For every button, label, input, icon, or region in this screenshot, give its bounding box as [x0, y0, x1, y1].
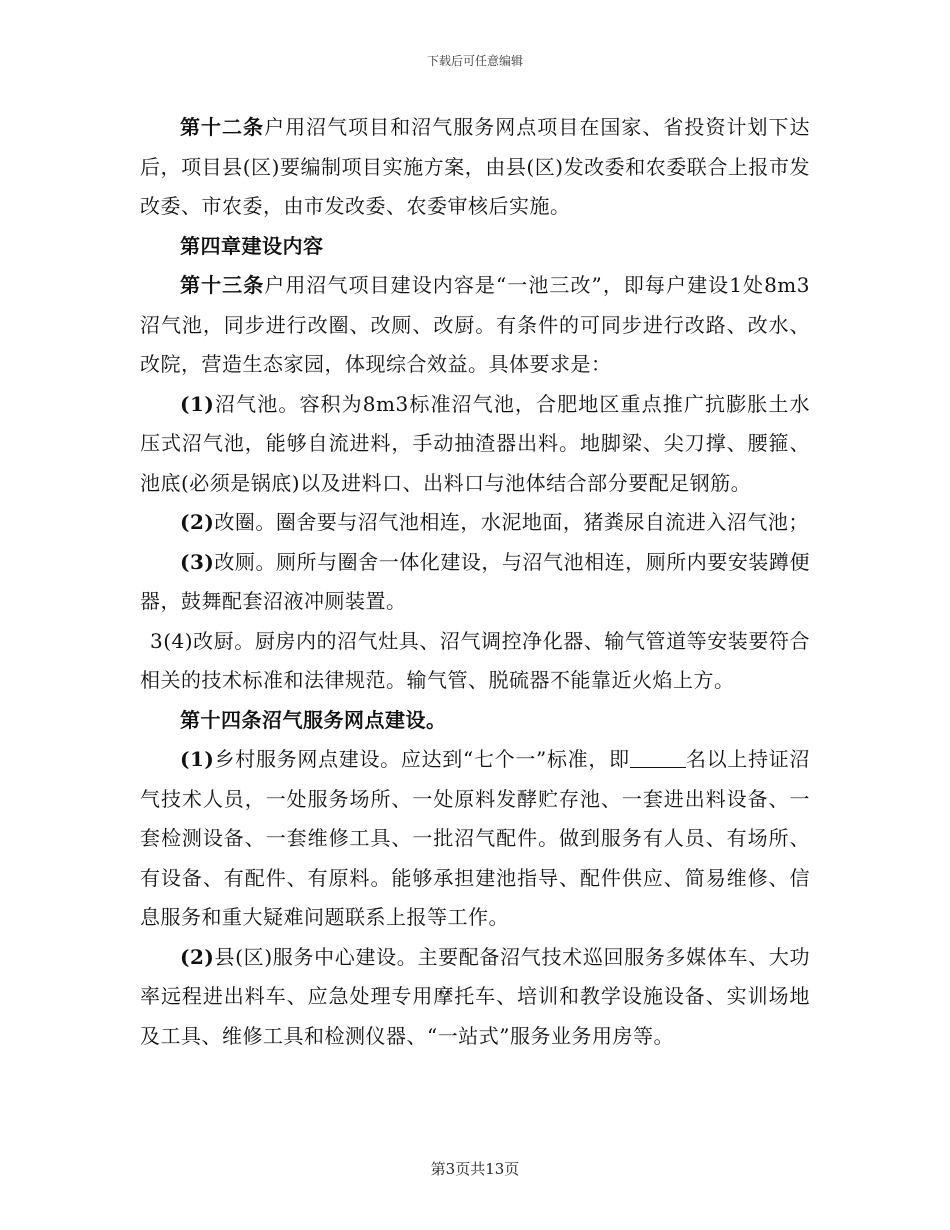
item-3-number: (3) — [180, 549, 215, 574]
page-header: 下载后可任意编辑 — [426, 54, 523, 68]
article-13-heading: 第十三条 — [180, 273, 265, 297]
paragraph-item-2-pen — [140, 503, 810, 543]
paragraph-article-12 — [140, 108, 810, 227]
item-2-number: (2) — [180, 510, 215, 534]
service-1-text-a: 乡村服务网点建设。应达到“七个一”标准，即 — [214, 747, 630, 771]
paragraph-item-3-toilet — [140, 543, 810, 622]
article-14-heading: 第十四条沼气服务网点建设。 — [180, 707, 447, 732]
item-3-text: 改厕。厕所与圈舍一体化建设，与沼气池相连，厕所内要安装蹲便器，鼓舞配套沼液冲厕装置。 — [140, 549, 810, 613]
article-12-text: 户用沼气项目和沼气服务网点项目在国家、省投资计划下达后，项目县(区)要编制项目实施方案，由县(区)发改委和农委联合上报市发改委、市农委，由市发改委、农委审核后实施。 — [140, 115, 811, 218]
chapter-4-heading: 第四章建设内容 — [180, 233, 324, 258]
paragraph-chapter-4 — [140, 227, 810, 267]
paragraph-service-point-1 — [140, 740, 810, 938]
item-2-text: 改圈。圈舍要与沼气池相连，水泥地面，猪粪尿自流进入沼气池； — [214, 510, 809, 534]
paragraph-item-1-biogas-pool — [140, 385, 810, 504]
article-13-text: 户用沼气项目建设内容是“一池三改”，即每户建设1处8m3沼气池，同步进行改圈、改厕、改厨。有条件的可同步进行改路、改水、改院，营造生态家园，体现综合效益。具体要求是： — [140, 273, 810, 376]
article-12-heading: 第十二条 — [180, 115, 265, 139]
document-body — [140, 108, 810, 1056]
service-2-number: (2) — [180, 944, 215, 969]
item-1-number: (1) — [180, 391, 215, 416]
item-1-text: 沼气池。容积为8m3标准沼气池，合肥地区重点推广抗膨胀土水压式沼气池，能够自流进料，手动抽渣器出料。地脚梁、尖刀撑、腰箍、池底(必须是锅底)以及进料口、出料口与池体结合部分要配足钢筋。 — [140, 391, 810, 495]
page-footer: 第3页共13页 — [430, 1160, 520, 1178]
paragraph-article-14 — [140, 701, 810, 741]
paragraph-service-point-2 — [140, 938, 810, 1057]
service-2-text: 县(区)服务中心建设。主要配备沼气技术巡回服务多媒体车、大功率远程进出料车、应急处理专用摩托车、培训和教学设施设备、实训场地及工具、维修工具和检测仪器、“一站式”服务业务用房等。 — [140, 944, 810, 1048]
service-1-text-b: 名以上持证沼气技术人员，一处服务场所、一处原料发酵贮存池、一套进出料设备、一套检测设备、一套维修工具、一批沼气配件。做到服务有人员、有场所、有设备、有配件、有原料。能够承担建池指导、配件供应、简易维修、信息服务和重大疑难问题联系上报等工作。 — [140, 747, 811, 929]
paragraph-article-13 — [140, 266, 810, 385]
item-4-text: 3(4)改厨。厨房内的沼气灶具、沼气调控净化器、输气管道等安装要符合相关的技术标准和法律规范。输气管、脱硫器不能靠近火焰上方。 — [140, 628, 810, 692]
service-1-number: (1) — [180, 747, 215, 771]
fill-blank — [630, 749, 686, 768]
paragraph-item-4-kitchen — [140, 622, 810, 701]
